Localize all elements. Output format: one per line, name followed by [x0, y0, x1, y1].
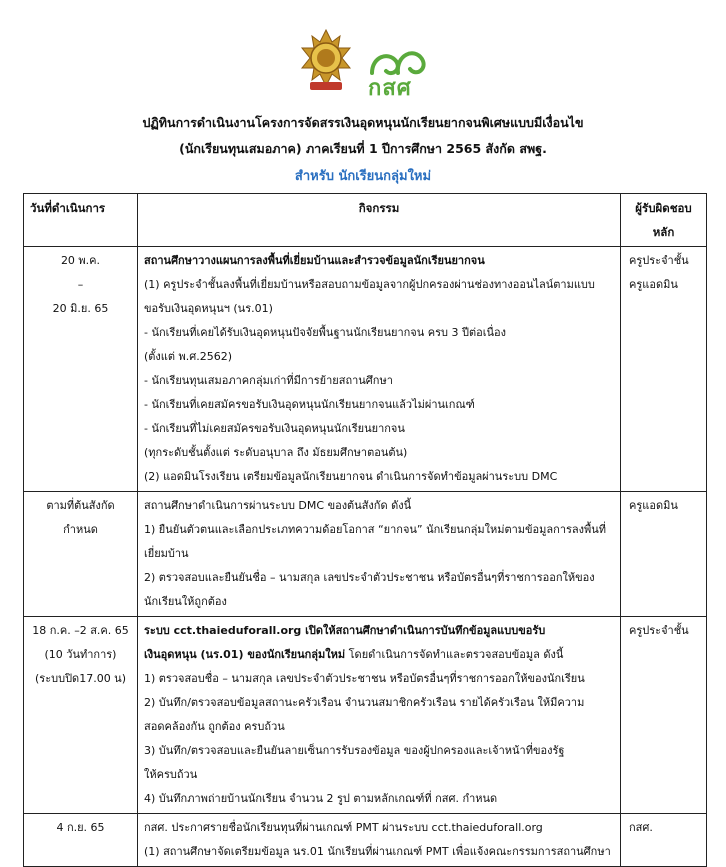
title-line-2: (นักเรียนทุนเสมอภาค) ภาคเรียนที่ 1 ปีการศึกษา 2565 สังกัด สพฐ. [179, 141, 547, 156]
activity-cell: กสศ. ประกาศรายชื่อนักเรียนทุนที่ผ่านเกณฑ์ PMT ผ่านระบบ cct.thaieduforall.org (1) สถานศึกษาจัดเตรียมข้อมูล นร.01 นักเรียนที่ผ่านเกณฑ์ PMT เพื่อแจ้งคณะกรรมการสถานศึกษา [138, 814, 621, 867]
ministry-seal-logo [296, 28, 356, 94]
table-row [24, 617, 707, 814]
date-cell: 20 พ.ค. – 20 มิ.ย. 65 [24, 247, 138, 492]
date-cell: 4 ก.ย. 65 [24, 814, 138, 867]
logo-area [0, 28, 726, 101]
responsible-cell: ครูประจำชั้น [621, 617, 707, 814]
table-header-row [24, 194, 707, 247]
responsible-cell: กสศ. [621, 814, 707, 867]
table-row [24, 247, 707, 492]
activity-cell: ระบบ cct.thaieduforall.org เปิดให้สถานศึกษาดำเนินการบันทึกข้อมูลแบบขอรับ เงินอุดหนุน (นร.01) ของนักเรียนกลุ่มใหม่ โดยดำเนินการจัดทำและตรวจสอบข้อมูล ดังนี้ 1) ตรวจสอบชื่อ – นามสกุล เลขประจำตัวประชาชน หรือบัตรอื่นๆที่ราชการออกให้ของนักเรียน 2) บันทึก/ตรวจสอบข้อมูลสถานะครัวเรือน จำนวนสมาชิกครัวเรือน รายได้ครัวเรือน ให้มีความ สอดคล้องกัน ถูกต้อง ครบถ้วน 3) บันทึก/ตรวจสอบและยืนยันลายเซ็นการรับรองข้อมูล ของผู้ปกครองและเจ้าหน้าที่ของรัฐ ให้ครบถ้วน 4) บันทึกภาพถ่ายบ้านนักเรียน จำนวน 2 รูป ตามหลักเกณฑ์ที่ กสศ. กำหนด [138, 617, 621, 814]
activity-heading: สถานศึกษาวางแผนการลงพื้นที่เยี่ยมบ้านและสำรวจข้อมูลนักเรียนยากจน [144, 254, 485, 267]
eef-logo-text: กสศ [368, 76, 412, 101]
date-cell: ตามที่ต้นสังกัด กำหนด [24, 492, 138, 617]
activity-heading: เงินอุดหนุน (นร.01) ของนักเรียนกลุ่มใหม่ [144, 648, 346, 661]
activity-cell: สถานศึกษาวางแผนการลงพื้นที่เยี่ยมบ้านและสำรวจข้อมูลนักเรียนยากจน (1) ครูประจำชั้นลงพื้นที่เยี่ยมบ้านหรือสอบถามข้อมูลจากผู้ปกครองผ่านช่องทางออนไลน์ตามแบบ ขอรับเงินอุดหนุนฯ (นร.01) - นักเรียนที่เคยได้รับเงินอุดหนุนปัจจัยพื้นฐานนักเรียนยากจน ครบ 3 ปีต่อเนื่อง (ตั้งแต่ พ.ศ.2562) - นักเรียนทุนเสมอภาคกลุ่มเก่าที่มีการย้ายสถานศึกษา - นักเรียนที่เคยสมัครขอรับเงินอุดหนุนนักเรียนยากจนแล้วไม่ผ่านเกณฑ์ - นักเรียนที่ไม่เคยสมัครขอรับเงินอุดหนุนนักเรียนยากจน (ทุกระดับชั้นตั้งแต่ ระดับอนุบาล ถึง มัธยมศึกษาตอนต้น) (2) แอดมินโรงเรียน เตรียมข้อมูลนักเรียนยากจน ดำเนินการจัดทำข้อมูลผ่านระบบ DMC [138, 247, 621, 492]
header-responsible: ผู้รับผิดชอบ หลัก [621, 194, 707, 247]
header-date: วันที่ดำเนินการ [24, 194, 138, 247]
activity-heading: ระบบ cct.thaieduforall.org เปิดให้สถานศึกษาดำเนินการบันทึกข้อมูลแบบขอรับ [144, 624, 546, 637]
responsible-cell: ครูแอดมิน [621, 492, 707, 617]
date-cell: 18 ก.ค. –2 ส.ค. 65 (10 วันทำการ) (ระบบปิด17.00 น) [24, 617, 138, 814]
title-line-1: ปฏิทินการดำเนินงานโครงการจัดสรรเงินอุดหนุนนักเรียนยากจนพิเศษแบบมีเงื่อนไข [142, 115, 584, 130]
schedule-table [23, 193, 707, 867]
table-row [24, 492, 707, 617]
header-activity: กิจกรรม [138, 194, 621, 247]
subtitle-student-group: สำหรับ นักเรียนกลุ่มใหม่ [294, 169, 432, 184]
responsible-cell: ครูประจำชั้น ครูแอดมิน [621, 247, 707, 492]
table-row [24, 814, 707, 867]
activity-cell: สถานศึกษาดำเนินการผ่านระบบ DMC ของต้นสังกัด ดังนี้ 1) ยืนยันตัวตนและเลือกประเภทความด้อยโอกาส “ยากจน” นักเรียนกลุ่มใหม่ตามข้อมูลการลงพื้นที่ เยี่ยมบ้าน 2) ตรวจสอบและยืนยันชื่อ – นามสกุล เลขประจำตัวประชาชน หรือบัตรอื่นๆที่ราชการออกให้ของ นักเรียนให้ถูกต้อง [138, 492, 621, 617]
